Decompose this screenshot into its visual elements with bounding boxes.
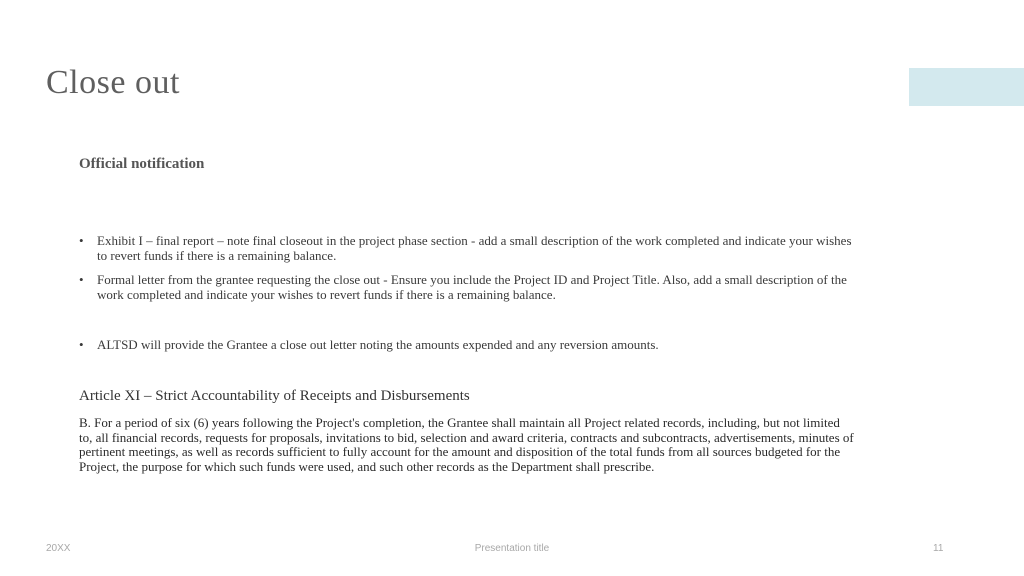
footer-presentation-title: Presentation title [474, 543, 550, 554]
list-item [79, 233, 859, 263]
footer-date: 20XX [46, 543, 71, 554]
slide-title: Close out [46, 64, 180, 101]
bullet-icon: • [79, 337, 84, 352]
list-item-text: Exhibit I – final report – note final closeout in the project phase section - add a small description of the work completed and indicate your wishes to revert funds if there is a remaining balance. [97, 233, 852, 263]
list-item-text: ALTSD will provide the Grantee a close out letter noting the amounts expended and any reversion amounts. [97, 337, 659, 352]
primary-bullet-list [79, 233, 859, 311]
footer-page-number: 11 [933, 543, 944, 554]
article-heading: Article XI – Strict Accountability of Receipts and Disbursements [79, 388, 470, 404]
secondary-bullet-list [79, 337, 859, 361]
article-body: B. For a period of six (6) years following the Project's completion, the Grantee shall maintain all Project related records, including, but not limited to, all financial records, requests for proposals, invitations to bid, selection and award criteria, contracts and subcontracts, advertisements, minutes of pertinent meetings, as well as records sufficient to fully account for the amount and disposition of the total funds from all sources budgeted for the Project, the purpose for which such funds were used, and such other records as the Department shall prescribe. [79, 415, 854, 474]
accent-bar [909, 68, 1024, 106]
list-item [79, 337, 859, 352]
list-item [79, 272, 859, 302]
bullet-icon: • [79, 272, 84, 287]
bullet-icon: • [79, 233, 84, 248]
subheading: Official notification [79, 156, 205, 172]
list-item-text: Formal letter from the grantee requesting the close out - Ensure you include the Project ID and Project Title. Also, add a small description of the work completed and indicate your wishes to revert funds if there is a remaining balance. [97, 272, 847, 302]
